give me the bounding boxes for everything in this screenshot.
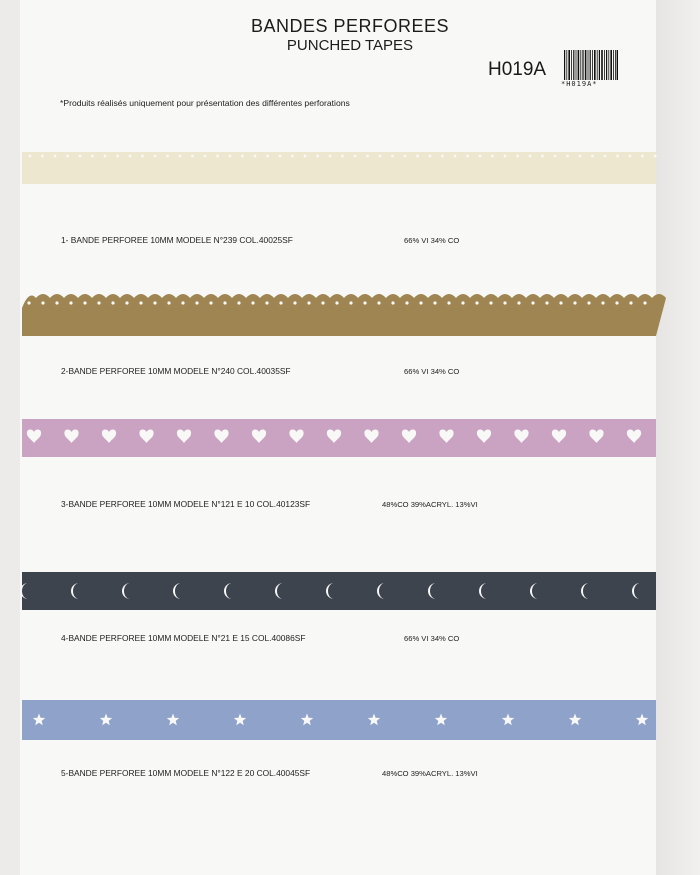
perforation-dot [195,301,198,304]
perforation-dot [341,155,344,158]
perforation-dot [27,301,30,304]
perforation-dot [629,301,632,304]
perforation-dot [91,155,94,158]
presentation-note: *Produits réalisés uniquement pour présentation des différentes perforations [60,98,350,108]
perforation-dot [441,155,444,158]
perforation-dot [541,155,544,158]
perforation-dot [447,301,450,304]
perforation-dot [166,155,169,158]
perforation-dot [405,301,408,304]
perforation-dot [254,155,257,158]
perforation-dot [54,155,57,158]
perforation-dot [181,301,184,304]
perforation-dot [116,155,119,158]
perforation-dot [66,155,69,158]
perforation-dot [241,155,244,158]
perforation-dot [83,301,86,304]
perforation-dot [321,301,324,304]
product-composition-1: 66% VI 34% CO [404,236,460,245]
perforation-dot [429,155,432,158]
perforation-dot [491,155,494,158]
page-edge-shadow [656,0,700,875]
perforation-dot [615,301,618,304]
product-description-1: 1- BANDE PERFOREE 10MM MODELE N°239 COL.40025SF [61,235,293,245]
perforation-dot [237,301,240,304]
perforation-dot [529,155,532,158]
perforation-dot [279,301,282,304]
product-composition-4: 66% VI 34% CO [404,634,460,643]
perforation-dot [125,301,128,304]
tape-swatch-1 [22,146,656,186]
perforation-dot [167,301,170,304]
tape-swatch-2 [22,286,656,338]
perforation-dot [291,155,294,158]
catalog-title: BANDES PERFOREES [250,16,450,36]
perforation-dot [559,301,562,304]
perforation-dot [265,301,268,304]
perforation-dot [391,301,394,304]
perforation-dot [643,301,646,304]
perforation-dot [454,155,457,158]
reference-code: H019A [488,59,547,80]
tape-swatch-5 [22,700,656,740]
perforation-dot [55,301,58,304]
perforation-dot [316,155,319,158]
perforation-dot [154,155,157,158]
perforation-dot [566,155,569,158]
perforation-dot [591,155,594,158]
catalog-subtitle: PUNCHED TAPES [286,37,414,54]
perforation-dot [279,155,282,158]
product-description-2: 2-BANDE PERFOREE 10MM MODELE N°240 COL.40035SF [61,366,291,376]
perforation-dot [354,155,357,158]
perforation-dot [293,301,296,304]
perforation-dot [545,301,548,304]
perforation-dot [604,155,607,158]
perforation-dot [504,155,507,158]
perforation-dot [139,301,142,304]
perforation-dot [229,155,232,158]
perforation-dot [517,301,520,304]
perforation-dot [404,155,407,158]
perforation-dot [466,155,469,158]
tape-swatch-4 [22,572,656,610]
perforation-dot [616,155,619,158]
perforation-dot [516,155,519,158]
product-description-5: 5-BANDE PERFOREE 10MM MODELE N°122 E 20 COL.40045SF [61,768,311,778]
perforation-dot [377,301,380,304]
perforation-dot [363,301,366,304]
perforation-dot [179,155,182,158]
perforation-dot [573,301,576,304]
perforation-dot [335,301,338,304]
perforation-dot [461,301,464,304]
perforation-dot [209,301,212,304]
perforation-dot [41,301,44,304]
perforation-dot [416,155,419,158]
perforation-dot [104,155,107,158]
product-composition-5: 48%CO 39%ACRYL. 13%VI [382,769,478,778]
perforation-dot [654,155,657,158]
perforation-dot [601,301,604,304]
perforation-dot [153,301,156,304]
perforation-dot [433,301,436,304]
perforation-dot [419,301,422,304]
perforation-dot [587,301,590,304]
barcode-icon [564,50,618,80]
perforation-dot [349,301,352,304]
perforation-dot [307,301,310,304]
perforation-dot [503,301,506,304]
perforation-dot [97,301,100,304]
perforation-dot [641,155,644,158]
perforation-dot [204,155,207,158]
product-description-3: 3-BANDE PERFOREE 10MM MODELE N°121 E 10 COL.40123SF [61,499,311,509]
perforation-dot [216,155,219,158]
perforation-dot [79,155,82,158]
perforation-dot [223,301,226,304]
perforation-dot [475,301,478,304]
perforation-dot [329,155,332,158]
perforation-dot [579,155,582,158]
perforation-dot [489,301,492,304]
perforation-dot [111,301,114,304]
product-description-4: 4-BANDE PERFOREE 10MM MODELE N°21 E 15 COL.40086SF [61,633,306,643]
tape-swatch-3 [22,419,656,457]
perforation-dot [391,155,394,158]
product-composition-3: 48%CO 39%ACRYL. 13%VI [382,500,478,509]
product-composition-2: 66% VI 34% CO [404,367,460,376]
barcode-text: *H019A* [561,80,598,88]
perforation-dot [29,155,32,158]
perforation-dot [479,155,482,158]
perforation-dot [531,301,534,304]
perforation-dot [251,301,254,304]
perforation-dot [129,155,132,158]
perforation-dot [266,155,269,158]
perforation-dot [141,155,144,158]
perforation-dot [379,155,382,158]
perforation-dot [554,155,557,158]
perforation-dot [191,155,194,158]
perforation-dot [629,155,632,158]
perforation-dot [304,155,307,158]
perforation-dot [69,301,72,304]
perforation-dot [366,155,369,158]
perforation-dot [41,155,44,158]
